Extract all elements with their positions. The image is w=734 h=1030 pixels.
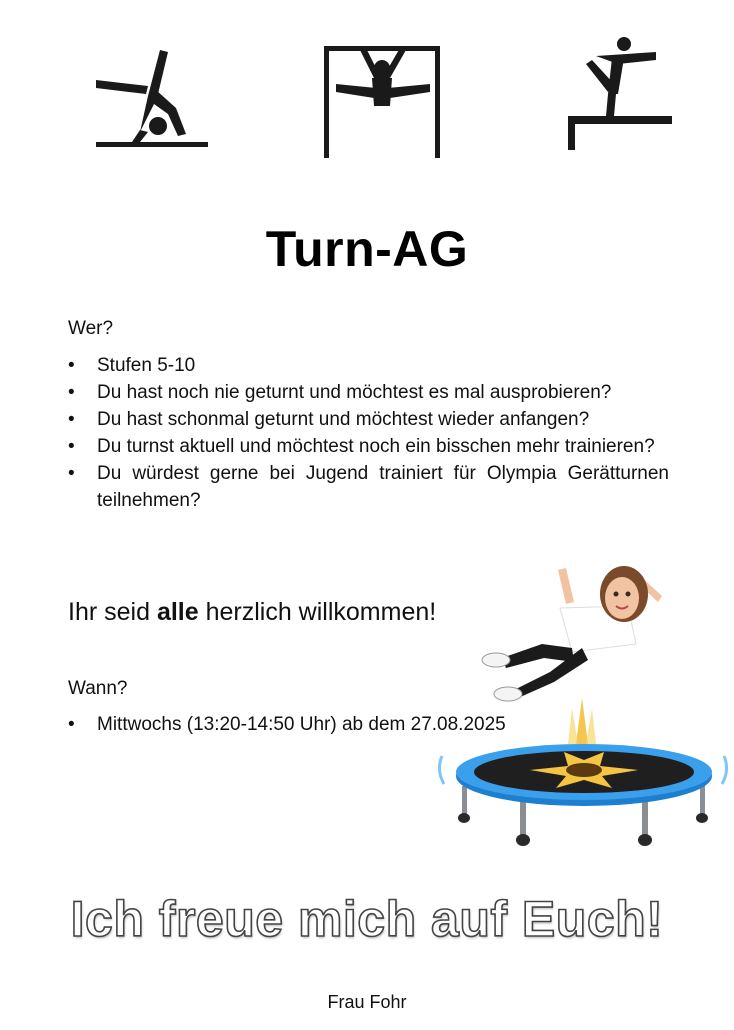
- list-item: [68, 352, 669, 379]
- high-bar-icon: [318, 32, 452, 160]
- welcome-text: Ihr seid: [68, 598, 157, 626]
- welcome-text-end: herzlich willkommen!: [198, 598, 437, 626]
- welcome-line: [68, 598, 436, 627]
- list-item-text: Mittwochs (13:20-14:50 Uhr) ab dem 27.08.2025: [97, 714, 506, 735]
- closing-message: Ich freue mich auf Euch!: [70, 891, 664, 947]
- list-item-text: Stufen 5-10: [97, 355, 196, 376]
- balance-beam-icon: [556, 32, 688, 160]
- welcome-emphasis: alle: [156, 598, 199, 626]
- bullet: •: [68, 463, 75, 484]
- list-item: [68, 460, 669, 514]
- who-heading: Wer?: [68, 318, 114, 339]
- list-item-text: Du hast noch nie geturnt und möchtest es mal ausprobieren?: [97, 382, 612, 403]
- bullet: •: [68, 714, 75, 735]
- bullet: •: [68, 355, 75, 376]
- page-title: Turn-AG: [265, 221, 469, 277]
- trampoline-jumper-illustration: [432, 548, 734, 860]
- trampoline-illustration-svg: [432, 548, 734, 860]
- signature: Frau Fohr: [327, 992, 407, 1012]
- bullet: •: [68, 382, 75, 403]
- list-item-text: Du würdest gerne bei Jugend trainiert für Olympia Gerätturnen teilnehmen?: [97, 463, 669, 511]
- list-item: [68, 433, 669, 460]
- list-item-text: Du hast schonmal geturnt und möchtest wieder anfangen?: [97, 409, 590, 430]
- when-heading: Wann?: [68, 678, 128, 699]
- balance-beam-pictogram: [556, 32, 688, 160]
- cartwheel-icon: [88, 30, 216, 156]
- list-item-text: Du turnst aktuell und möchtest noch ein bisschen mehr trainieren?: [97, 436, 655, 457]
- list-item: [68, 379, 669, 406]
- cartwheel-pictogram: [88, 30, 216, 156]
- bullet: •: [68, 409, 75, 430]
- who-list: [68, 352, 669, 514]
- bullet: •: [68, 436, 75, 457]
- list-item: [68, 406, 669, 433]
- high-bar-pictogram: [318, 32, 452, 160]
